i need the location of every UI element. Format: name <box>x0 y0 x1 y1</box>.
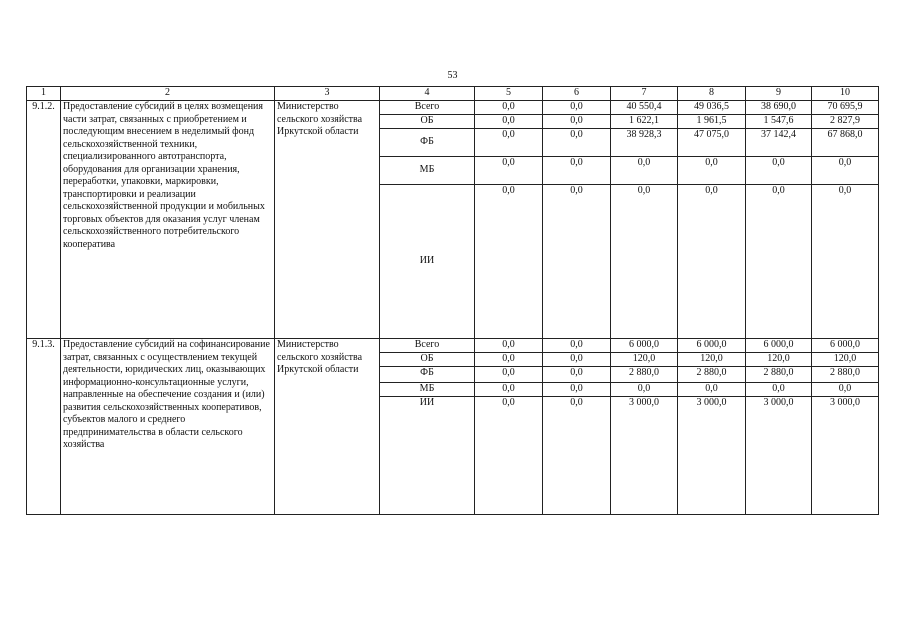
value-cell: 0,0 <box>475 185 543 339</box>
value-cell: 0,0 <box>746 157 812 185</box>
value-cell: 3 000,0 <box>611 397 678 515</box>
value-cell: 120,0 <box>812 353 879 367</box>
value-cell: 2 880,0 <box>812 367 879 383</box>
value-cell: 0,0 <box>475 157 543 185</box>
value-cell: 0,0 <box>475 367 543 383</box>
value-cell: 0,0 <box>678 185 746 339</box>
value-cell: 0,0 <box>543 157 611 185</box>
source-name: ФБ <box>380 367 475 383</box>
row-description: Предоставление субсидий в целях возмещения части затрат, связанных с приобретением и последующим внесением в неделимый фонд сельскохозяйственной техники, специализированного автотранспорта, оборудования для организации хранения, переработки, упаковки, маркировки, транспортировки и реализации сельскохозяйственной продукции и мобильных торговых объектов для оказания услуг членам сельскохозяйственного потребительского кооператива <box>61 101 275 339</box>
value-cell: 0,0 <box>543 115 611 129</box>
value-cell: 0,0 <box>543 129 611 157</box>
row-organization: Министерство сельского хозяйства Иркутской области <box>275 339 380 515</box>
value-cell: 38 928,3 <box>611 129 678 157</box>
header-cell: 7 <box>611 87 678 101</box>
value-cell: 0,0 <box>475 397 543 515</box>
value-cell: 0,0 <box>543 383 611 397</box>
value-cell: 0,0 <box>611 185 678 339</box>
value-cell: 70 695,9 <box>812 101 879 115</box>
header-cell: 5 <box>475 87 543 101</box>
value-cell: 1 961,5 <box>678 115 746 129</box>
table-row <box>27 101 879 115</box>
source-name: ОБ <box>380 115 475 129</box>
header-cell: 2 <box>61 87 275 101</box>
header-cell: 8 <box>678 87 746 101</box>
header-cell: 3 <box>275 87 380 101</box>
value-cell: 40 550,4 <box>611 101 678 115</box>
row-code: 9.1.3. <box>27 339 61 515</box>
value-cell: 2 827,9 <box>812 115 879 129</box>
value-cell: 49 036,5 <box>678 101 746 115</box>
page-number: 53 <box>447 70 458 81</box>
table-row <box>27 339 879 353</box>
value-cell: 0,0 <box>543 353 611 367</box>
value-cell: 2 880,0 <box>611 367 678 383</box>
value-cell: 0,0 <box>746 383 812 397</box>
source-name: ИИ <box>380 185 475 339</box>
source-name: ОБ <box>380 353 475 367</box>
value-cell: 0,0 <box>812 185 879 339</box>
value-cell: 6 000,0 <box>678 339 746 353</box>
value-cell: 0,0 <box>475 129 543 157</box>
value-cell: 3 000,0 <box>678 397 746 515</box>
source-name: МБ <box>380 383 475 397</box>
value-cell: 0,0 <box>475 339 543 353</box>
source-name: Всего <box>380 101 475 115</box>
header-cell: 10 <box>812 87 879 101</box>
row-code: 9.1.2. <box>27 101 61 339</box>
header-cell: 6 <box>543 87 611 101</box>
value-cell: 0,0 <box>543 339 611 353</box>
value-cell: 3 000,0 <box>746 397 812 515</box>
value-cell: 0,0 <box>475 101 543 115</box>
value-cell: 120,0 <box>746 353 812 367</box>
header-row <box>27 87 879 101</box>
value-cell: 47 075,0 <box>678 129 746 157</box>
value-cell: 0,0 <box>678 157 746 185</box>
value-cell: 37 142,4 <box>746 129 812 157</box>
value-cell: 1 622,1 <box>611 115 678 129</box>
row-organization: Министерство сельского хозяйства Иркутской области <box>275 101 380 339</box>
value-cell: 2 880,0 <box>746 367 812 383</box>
value-cell: 6 000,0 <box>611 339 678 353</box>
value-cell: 6 000,0 <box>812 339 879 353</box>
source-name: Всего <box>380 339 475 353</box>
value-cell: 6 000,0 <box>746 339 812 353</box>
source-name: ИИ <box>380 397 475 515</box>
value-cell: 0,0 <box>812 157 879 185</box>
value-cell: 67 868,0 <box>812 129 879 157</box>
value-cell: 0,0 <box>746 185 812 339</box>
value-cell: 120,0 <box>678 353 746 367</box>
budget-table <box>26 86 879 515</box>
row-description: Предоставление субсидий на софинансирование затрат, связанных с осуществлением текущей деятельности, юридических лиц, оказывающих информационно-консультационные услуги, направленные на обеспечение создания и (или) развития сельскохозяйственных кооперативов, субъектов малого и среднего предпринимательства в области сельского хозяйства <box>61 339 275 515</box>
header-cell: 4 <box>380 87 475 101</box>
value-cell: 0,0 <box>611 383 678 397</box>
value-cell: 0,0 <box>678 383 746 397</box>
value-cell: 0,0 <box>475 115 543 129</box>
value-cell: 0,0 <box>475 383 543 397</box>
header-cell: 9 <box>746 87 812 101</box>
value-cell: 1 547,6 <box>746 115 812 129</box>
value-cell: 0,0 <box>611 157 678 185</box>
value-cell: 0,0 <box>543 185 611 339</box>
value-cell: 120,0 <box>611 353 678 367</box>
source-name: МБ <box>380 157 475 185</box>
value-cell: 0,0 <box>543 101 611 115</box>
value-cell: 2 880,0 <box>678 367 746 383</box>
value-cell: 0,0 <box>475 353 543 367</box>
value-cell: 0,0 <box>543 367 611 383</box>
source-name: ФБ <box>380 129 475 157</box>
value-cell: 0,0 <box>812 383 879 397</box>
value-cell: 38 690,0 <box>746 101 812 115</box>
value-cell: 3 000,0 <box>812 397 879 515</box>
header-cell: 1 <box>27 87 61 101</box>
value-cell: 0,0 <box>543 397 611 515</box>
